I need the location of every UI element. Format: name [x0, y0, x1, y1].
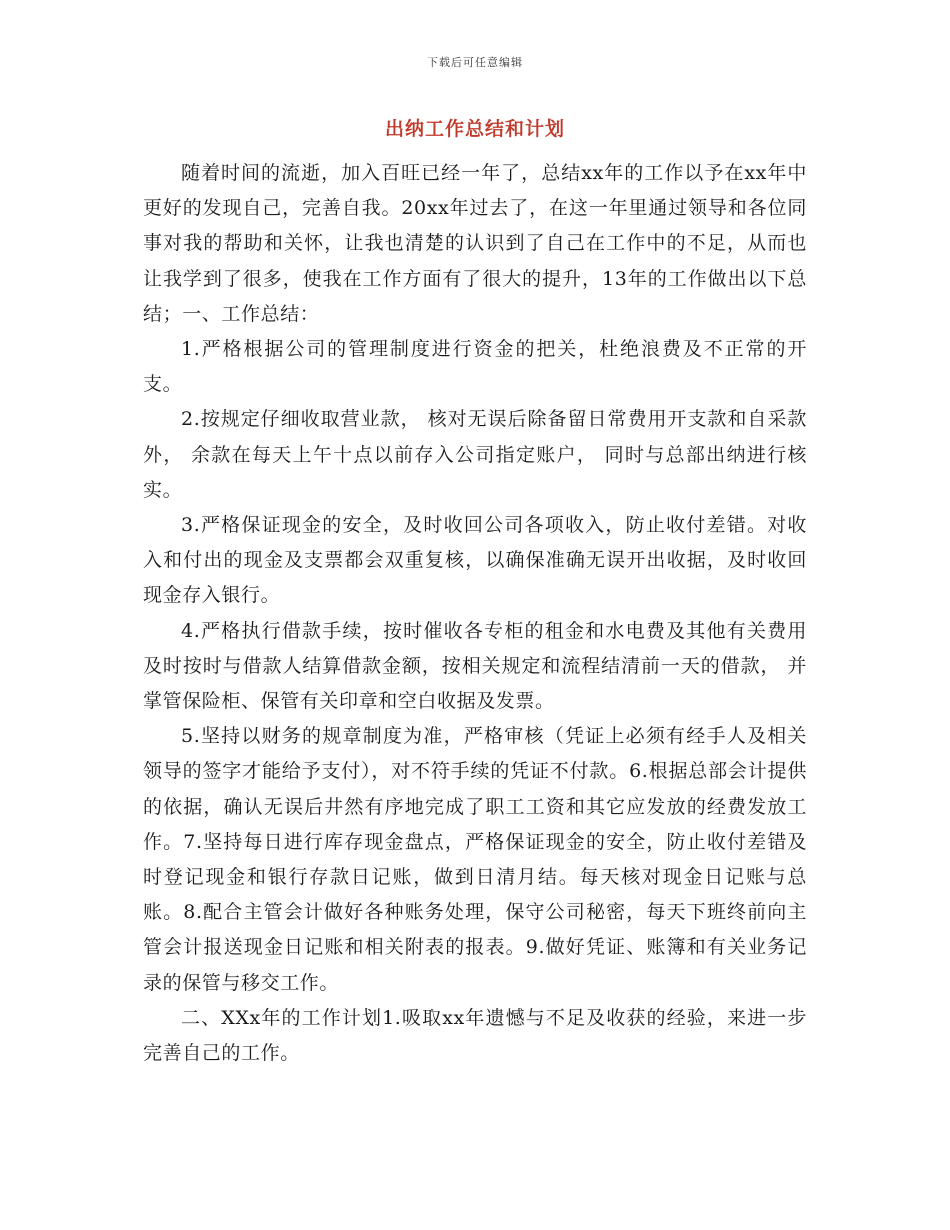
- document-title: 出纳工作总结和计划: [384, 118, 565, 140]
- paragraph-item-3: 3.严格保证现金的安全，及时收回公司各项收入，防止收付差错。对收入和付出的现金及支票都会双重复核，以确保准确无误开出收据，及时收回现金存入银行。: [143, 514, 807, 607]
- document-body: [143, 156, 807, 1071]
- paragraph-item-4: 4.严格执行借款手续，按时催收各专柜的租金和水电费及其他有关费用及时按时与借款人结算借款金额，按相关规定和流程结清前一天的借款， 并掌管保险柜、保管有关印章和空白收据及发票。: [143, 619, 807, 713]
- paragraph-item-5-9: 5.坚持以财务的规章制度为准，严格审核（凭证上必须有经手人及相关领导的签字才能给予支付），对不符手续的凭证不付款。6.根据总部会计提供的依据，确认无误后井然有序地完成了职工工资和其它应发放的经费发放工作。7.坚持每日进行库存现金盘点，严格保证现金的安全，防止收付差错及时登记现金和银行存款日记账，做到日清月结。每天核对现金日记账与总账。8.配合主管会计做好各种账务处理，保守公司秘密，每天下班终前向主管会计报送现金日记账和相关附表的报表。9.做好凭证、账簿和有关业务记录的保管与移交工作。: [143, 725, 807, 994]
- page-header-note: 下载后可任意编辑: [427, 56, 523, 69]
- paragraph-plan: 二、XXx年的工作计划1.吸取xx年遗憾与不足及收获的经验，来进一步完善自己的工作。: [143, 1006, 807, 1065]
- paragraph-item-1: 1.严格根据公司的管理制度进行资金的把关，杜绝浪费及不正常的开支。: [143, 338, 807, 396]
- paragraph-item-2: 2.按规定仔细收取营业款， 核对无误后除备留日常费用开支款和自采款外， 余款在每天上午十点以前存入公司指定账户， 同时与总部出纳进行核实。: [143, 408, 807, 501]
- paragraph-intro: 随着时间的流逝，加入百旺已经一年了，总结xx年的工作以予在xx年中更好的发现自己，完善自我。20xx年过去了，在这一年里通过领导和各位同事对我的帮助和关怀，让我也清楚的认识到了自己在工作中的不足，从而也让我学到了很多，使我在工作方面有了很大的提升，13年的工作做出以下总结；一、工作总结：: [143, 162, 807, 325]
